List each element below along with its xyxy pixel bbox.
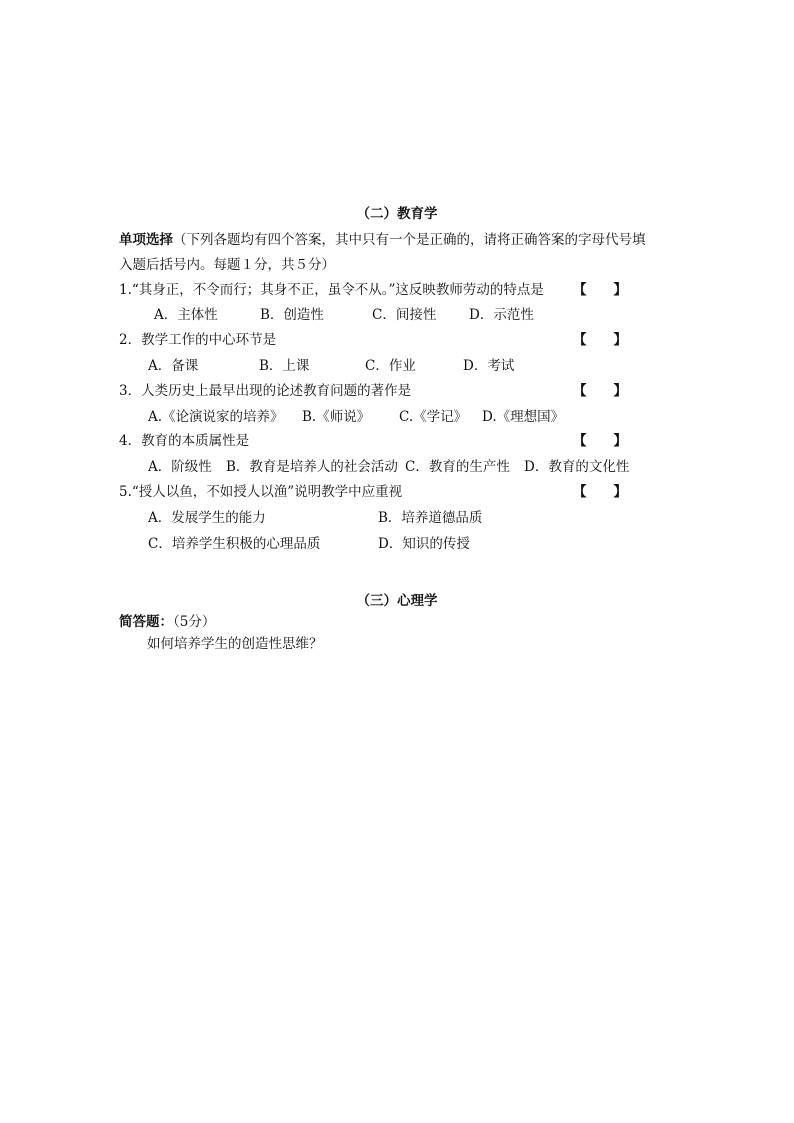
question-3-stem: 3．人类历史上最早出现的论述教育问题的著作是 <box>119 383 412 399</box>
question-1-stem: 1.“其身正，不令而行；其身不正，虽令不从。”这反映教师劳动的特点是 <box>119 282 544 298</box>
question-4-option-d: D．教育的文化性 <box>524 459 630 475</box>
question-3-answer-bracket: 【 】 <box>573 383 627 399</box>
question-2-option-c: C．作业 <box>365 358 416 374</box>
question-1-option-d: D．示范性 <box>469 307 534 323</box>
question-2-option-d: D．考试 <box>463 358 515 374</box>
question-5-option-d: D．知识的传授 <box>378 536 470 552</box>
short-answer-question: 如何培养学生的创造性思维？ <box>147 636 323 652</box>
question-5-option-b: B．培养道德品质 <box>378 510 483 526</box>
question-2-option-a: A．备课 <box>148 358 199 374</box>
short-answer-label: 简答题： <box>119 614 173 630</box>
question-1-answer-bracket: 【 】 <box>573 282 627 298</box>
short-answer-label-line <box>119 613 215 631</box>
question-4-option-b: B．教育是培养人的社会活动 <box>226 459 398 475</box>
question-3-option-a: A.《论演说家的培养》 <box>148 409 284 425</box>
question-5-stem: 5.“授人以鱼，不如授人以渔”说明教学中应重视 <box>119 484 403 500</box>
instructions-line-2: 入题后括号内。每题１分，共５分） <box>119 257 335 273</box>
question-4-option-c: C．教育的生产性 <box>405 459 510 475</box>
question-4-option-a: A．阶级性 <box>148 459 212 475</box>
section-title-education: （二）教育学 <box>356 206 438 222</box>
question-2-answer-bracket: 【 】 <box>573 332 627 348</box>
section-title-psychology: （三）心理学 <box>356 593 438 609</box>
question-1-option-c: C．间接性 <box>372 307 437 323</box>
question-3-option-c: C.《学记》 <box>399 409 468 425</box>
instructions-label: 单项选择 <box>119 232 173 248</box>
short-answer-score: （5分） <box>173 614 216 630</box>
question-5-answer-bracket: 【 】 <box>573 484 627 500</box>
question-1-option-b: B．创造性 <box>260 307 324 323</box>
question-4-stem: 4．教育的本质属性是 <box>119 433 250 449</box>
question-4-answer-bracket: 【 】 <box>573 433 627 449</box>
question-3-option-b: B.《师说》 <box>302 409 371 425</box>
question-2-stem: 2．教学工作的中心环节是 <box>119 332 277 348</box>
question-5-option-a: A．发展学生的能力 <box>148 510 266 526</box>
question-5-option-c: C．培养学生积极的心理品质 <box>148 536 321 552</box>
instructions-text: （下列各题均有四个答案，其中只有一个是正确的，请将正确答案的字母代号填 <box>173 232 646 248</box>
question-2-option-b: B．上课 <box>259 358 310 374</box>
instructions-line-1 <box>119 231 646 249</box>
question-1-option-a: A．主体性 <box>154 307 218 323</box>
question-3-option-d: D.《理想国》 <box>482 409 565 425</box>
